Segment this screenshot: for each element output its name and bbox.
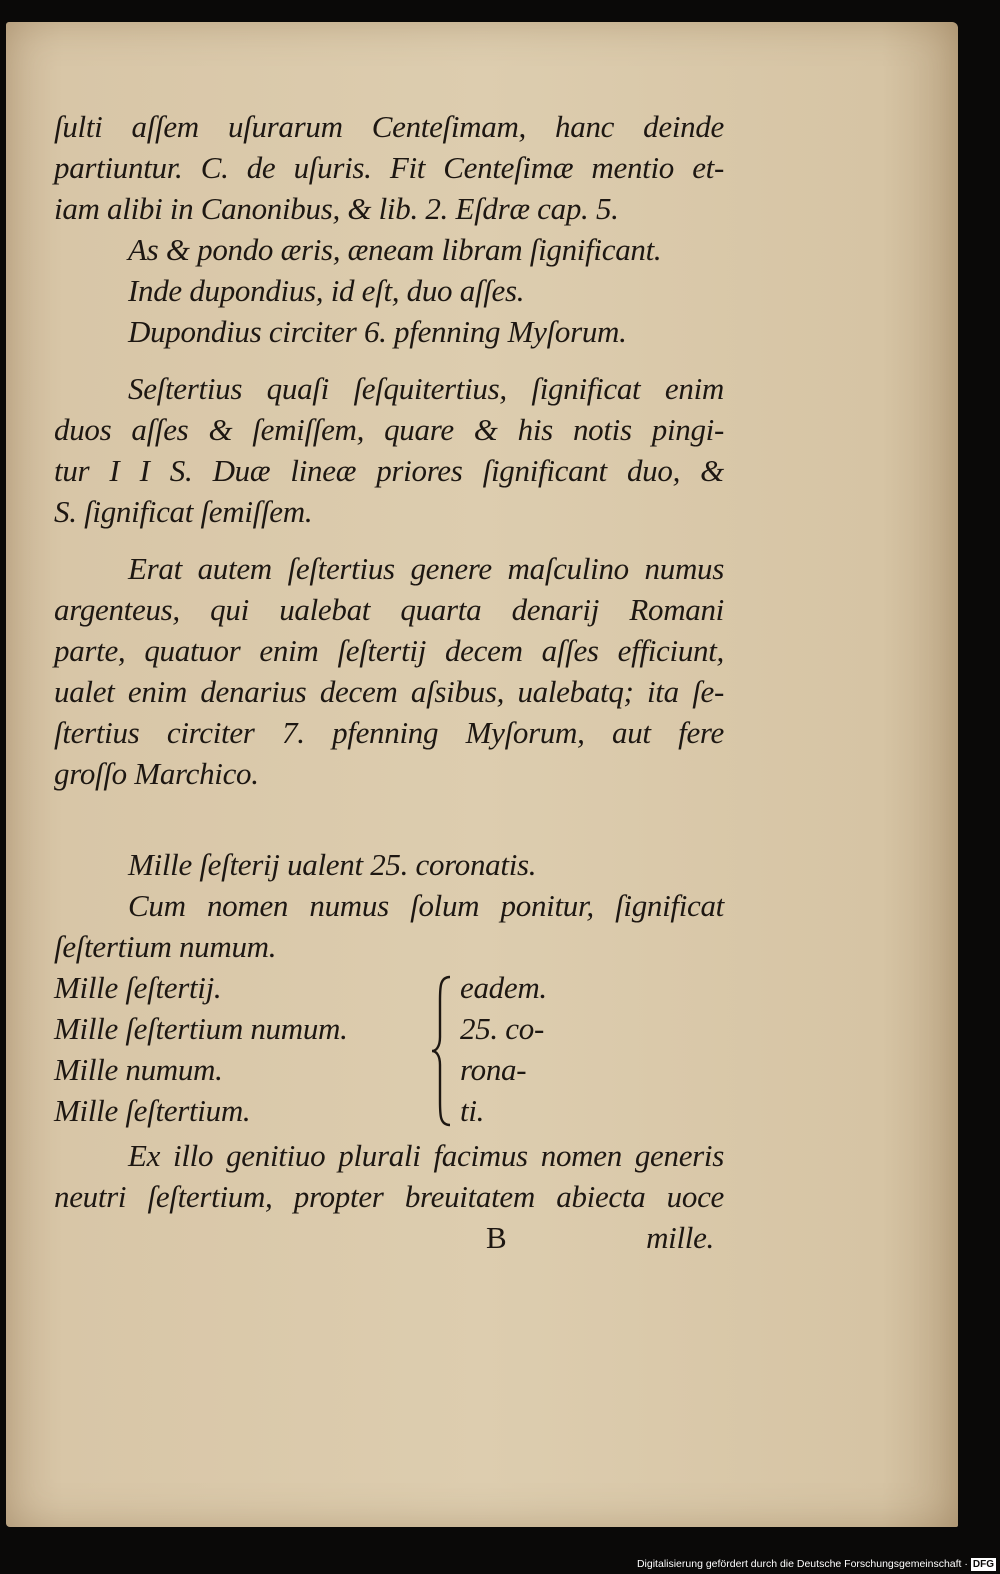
- text-line: tur I I S. Duæ lineæ priores ſignificant duo, &: [54, 453, 724, 488]
- text-line: Inde dupondius, id eſt, duo aſſes.: [128, 273, 525, 308]
- table-left-item: Mille ſeſtertium.: [54, 1093, 251, 1128]
- text-line: parte, quatuor enim ſeſtertij decem aſſes efficiunt,: [54, 633, 724, 668]
- text-line: ſeſtertium numum.: [54, 929, 277, 964]
- table-left-item: Mille numum.: [54, 1052, 223, 1087]
- paragraph-6: [54, 1135, 724, 1217]
- table-left-item: Mille ſeſtertij.: [54, 970, 222, 1005]
- text-line: Seſtertius quaſi ſeſquitertius, ſignificat enim: [128, 371, 724, 406]
- paragraph-4: [54, 548, 724, 794]
- paragraph-3: [54, 368, 724, 532]
- text-line: Cum nomen numus ſolum ponitur, ſignificat: [128, 888, 724, 923]
- text-line: Mille ſeſterij ualent 25. coronatis.: [128, 847, 537, 882]
- spacer: [54, 352, 724, 368]
- text-line: Dupondius circiter 6. pfenning Myſorum.: [128, 314, 627, 349]
- table-right-item: eadem.: [460, 970, 547, 1005]
- text-line: partiuntur. C. de uſuris. Fit Centeſimæ mentio et-: [54, 150, 724, 185]
- text-line: iam alibi in Canonibus, & lib. 2. Eſdræ cap. 5.: [54, 191, 619, 226]
- page-text: [54, 106, 724, 1258]
- book-page: [6, 22, 958, 1527]
- dfg-logo: DFG: [972, 1559, 994, 1570]
- text-line: argenteus, qui ualebat quarta denarij Romani: [54, 592, 724, 627]
- text-line: Ex illo genitiuo plurali facimus nomen generis: [128, 1138, 724, 1173]
- credit-text: Digitalisierung gefördert durch die Deutsche Forschungsgemeinschaft ·: [636, 1558, 968, 1570]
- text-line: S. ſignificat ſemiſſem.: [54, 494, 313, 529]
- table-right-column: [460, 967, 600, 1131]
- signature-mark: B: [486, 1220, 507, 1255]
- text-line: ſulti aſſem uſurarum Centeſimam, hanc deinde: [54, 109, 724, 144]
- table-left-item: Mille ſeſtertium numum.: [54, 1011, 348, 1046]
- page-footer-line: [54, 1217, 724, 1258]
- paragraph-1: [54, 106, 724, 229]
- spacer: [54, 794, 724, 844]
- text-line: Erat autem ſeſtertius genere maſculino numus: [128, 551, 724, 586]
- text-line: duos aſſes & ſemiſſem, quare & his notis pingi-: [54, 412, 724, 447]
- paragraph-2: [54, 229, 724, 352]
- paragraph-5: [54, 844, 724, 967]
- text-line: As & pondo æris, æneam libram ſignificant.: [128, 232, 662, 267]
- equivalence-table: [54, 967, 724, 1135]
- table-left-column: [54, 967, 414, 1131]
- spacer: [54, 532, 724, 548]
- table-right-item: rona-: [460, 1052, 527, 1087]
- text-line: neutri ſeſtertium, propter breuitatem abiecta uoce: [54, 1179, 724, 1214]
- table-right-item: 25. co-: [460, 1011, 544, 1046]
- text-line: groſſo Marchico.: [54, 756, 259, 791]
- digitization-credit: [600, 1554, 1000, 1574]
- table-right-item: ti.: [460, 1093, 485, 1128]
- text-line: ualet enim denarius decem aſsibus, ualebatq; ita ſe-: [54, 674, 724, 709]
- text-line: ſtertius circiter 7. pfenning Myſorum, aut fere: [54, 715, 724, 750]
- brace-icon: [428, 971, 458, 1131]
- catchword: mille.: [646, 1220, 714, 1255]
